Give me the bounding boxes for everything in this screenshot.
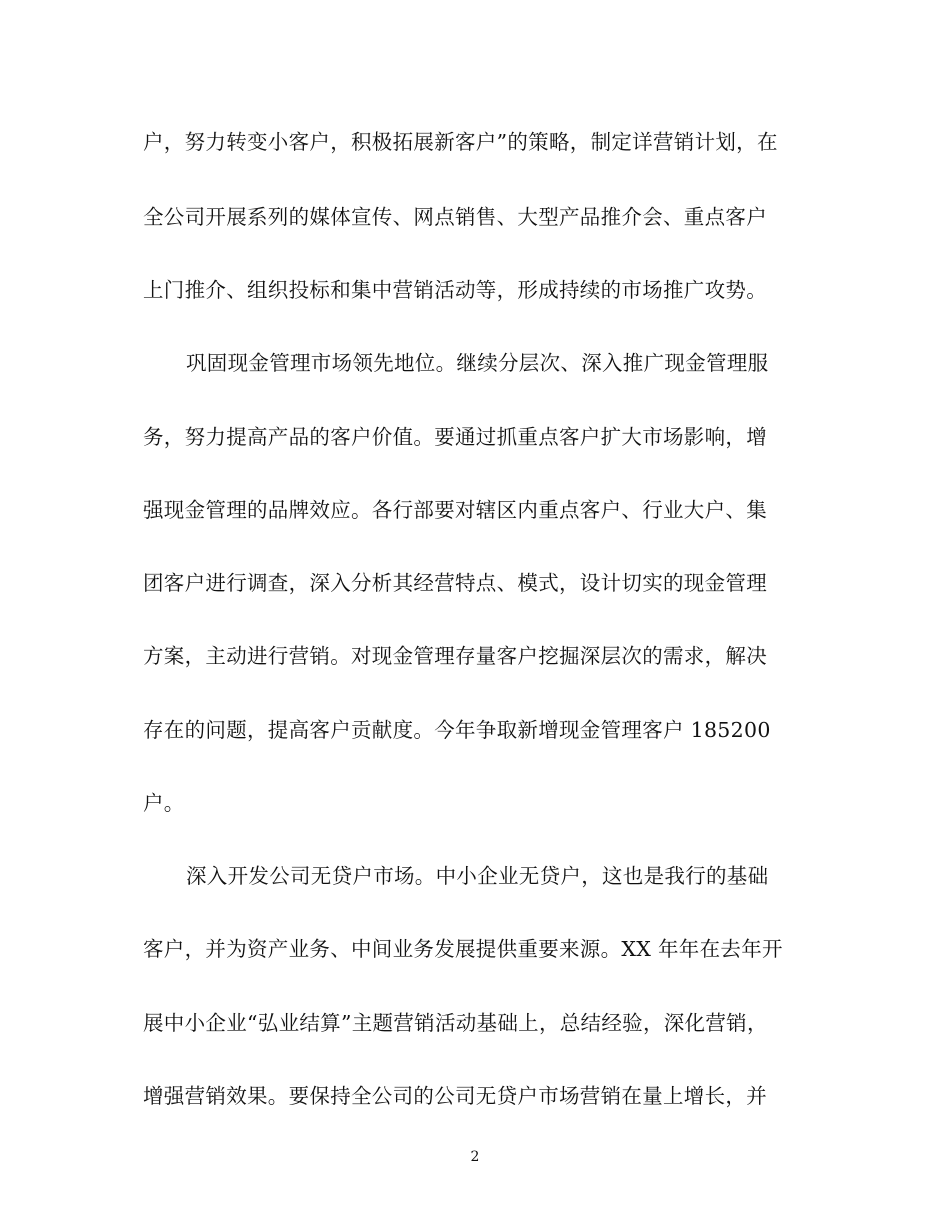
text-line: 户，努力转变小客户，积极拓展新客户”的策略，制定详营销计划，在 [143,130,778,154]
text-line: 展中小企业“弘业结算”主题营销活动基础上，总结经验，深化营销， [143,1011,768,1035]
text-line: 团客户进行调查，深入分析其经营特点、模式，设计切实的现金管理 [143,571,767,595]
text-line: 务，努力提高产品的客户价值。要通过抓重点客户扩大市场影响，增 [143,425,767,449]
text-line: 上门推介、组织投标和集中营销活动等，形成持续的市场推广攻势。 [143,278,767,302]
text-line: 强现金管理的品牌效应。各行部要对辖区内重点客户、行业大户、集 [143,498,767,522]
text-line: 方案，主动进行营销。对现金管理存量客户挖掘深层次的需求，解决 [143,644,767,668]
paragraph-start-line: 巩固现金管理市场领先地位。继续分层次、深入推广现金管理服 [186,351,769,375]
text-line: 客户，并为资产业务、中间业务发展提供重要来源。XX 年年在去年开 [143,937,783,961]
text-line: 存在的问题，提高客户贡献度。今年争取新增现金管理客户 185200 [143,718,771,742]
text-line: 增强营销效果。要保持全公司的公司无贷户市场营销在量上增长，并 [143,1084,767,1108]
paragraph-start-line: 深入开发公司无贷户市场。中小企业无贷户，这也是我行的基础 [186,864,769,888]
text-line: 户。 [143,791,185,815]
page-number: 2 [470,1149,480,1165]
text-line: 全公司开展系列的媒体宣传、网点销售、大型产品推介会、重点客户 [143,205,767,229]
